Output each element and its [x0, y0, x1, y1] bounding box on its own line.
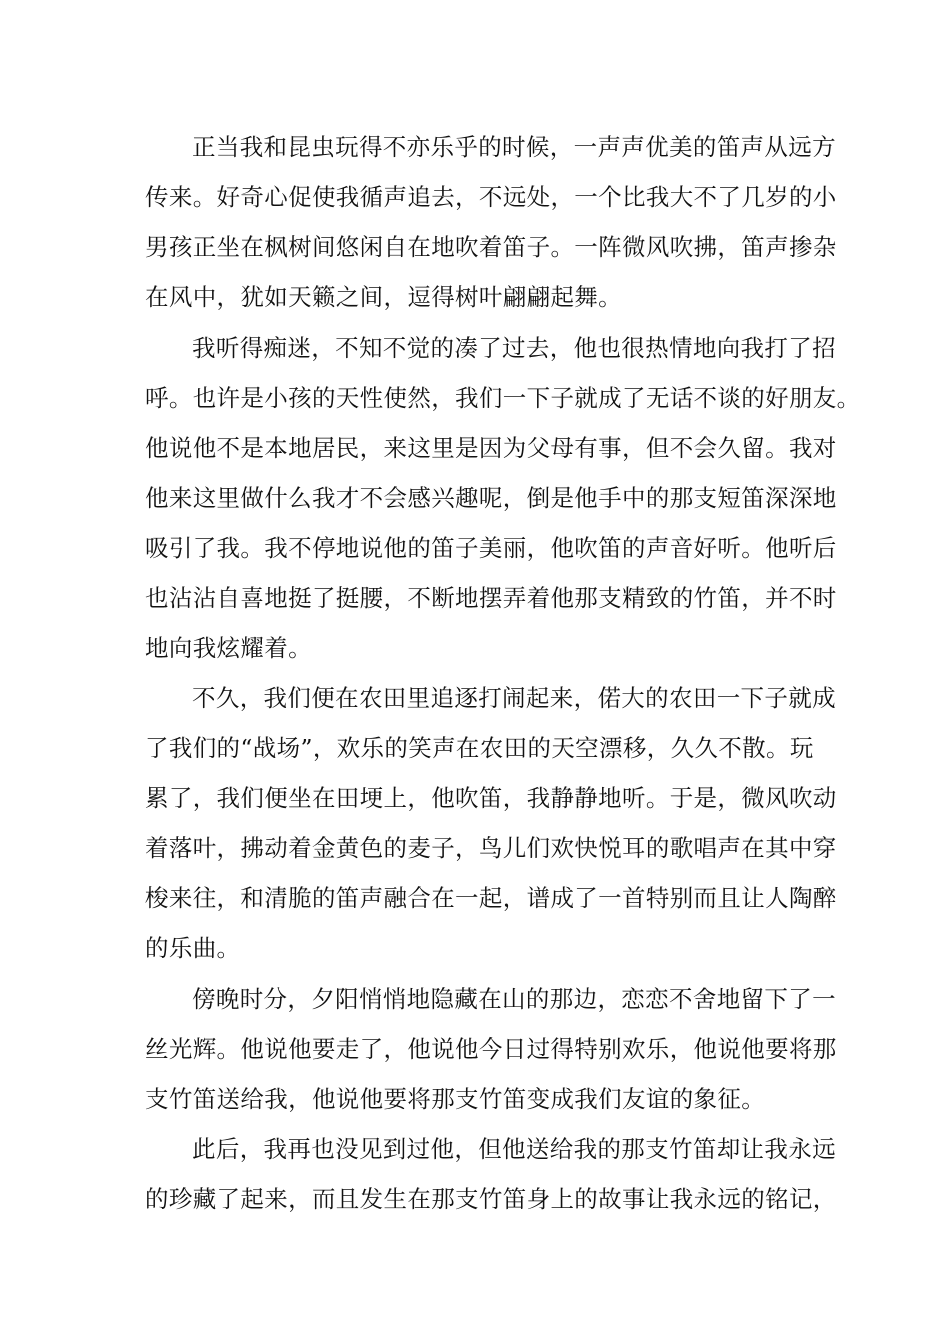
text-line: 他说他不是本地居民，来这里是因为父母有事，但不会久留。我对 — [145, 434, 837, 462]
text-line: 丝光辉。他说他要走了，他说他今日过得特别欢乐，他说他要将那 — [145, 1035, 837, 1063]
text-line: 男孩正坐在枫树间悠闲自在地吹着笛子。一阵微风吹拂，笛声掺杂 — [145, 233, 837, 261]
text-line: 傍晚时分，夕阳悄悄地隐藏在山的那边，恋恋不舍地留下了一 — [192, 985, 836, 1013]
text-line: 的乐曲。 — [145, 934, 241, 962]
text-line: 在风中，犹如天籁之间，逗得树叶翩翩起舞。 — [145, 283, 622, 311]
text-line: 他来这里做什么我才不会感兴趣呢，倒是他手中的那支短笛深深地 — [145, 484, 837, 512]
text-line: 梭来往，和清脆的笛声融合在一起，谱成了一首特别而且让人陶醉 — [145, 884, 837, 912]
text-line: 着落叶，拂动着金黄色的麦子，鸟儿们欢快悦耳的歌唱声在其中穿 — [145, 834, 837, 862]
text-line: 累了，我们便坐在田埂上，他吹笛，我静静地听。于是，微风吹动 — [145, 784, 837, 812]
text-line: 不久，我们便在农田里追逐打闹起来，偌大的农田一下子就成 — [192, 684, 836, 712]
text-line: 地向我炫耀着。 — [145, 634, 312, 662]
text-line: 吸引了我。我不停地说他的笛子美丽，他吹笛的声音好听。他听后 — [145, 534, 837, 562]
text-line: 呼。也许是小孩的天性使然，我们一下子就成了无话不谈的好朋友。 — [145, 384, 861, 412]
text-line: 我听得痴迷，不知不觉的凑了过去，他也很热情地向我打了招 — [192, 334, 836, 362]
text-line: 正当我和昆虫玩得不亦乐乎的时候，一声声优美的笛声从远方 — [192, 133, 836, 161]
text-line: 也沾沾自喜地挺了挺腰，不断地摆弄着他那支精致的竹笛，并不时 — [145, 584, 837, 612]
text-line: 了我们的“战场”，欢乐的笑声在农田的天空漂移，久久不散。玩 — [145, 734, 814, 762]
text-line: 的珍藏了起来，而且发生在那支竹笛身上的故事让我永远的铭记， — [145, 1185, 837, 1213]
text-line: 传来。好奇心促使我循声追去，不远处，一个比我大不了几岁的小 — [145, 183, 837, 211]
text-line: 支竹笛送给我，他说他要将那支竹笛变成我们友谊的象征。 — [145, 1085, 766, 1113]
text-line: 此后，我再也没见到过他，但他送给我的那支竹笛却让我永远 — [192, 1135, 836, 1163]
